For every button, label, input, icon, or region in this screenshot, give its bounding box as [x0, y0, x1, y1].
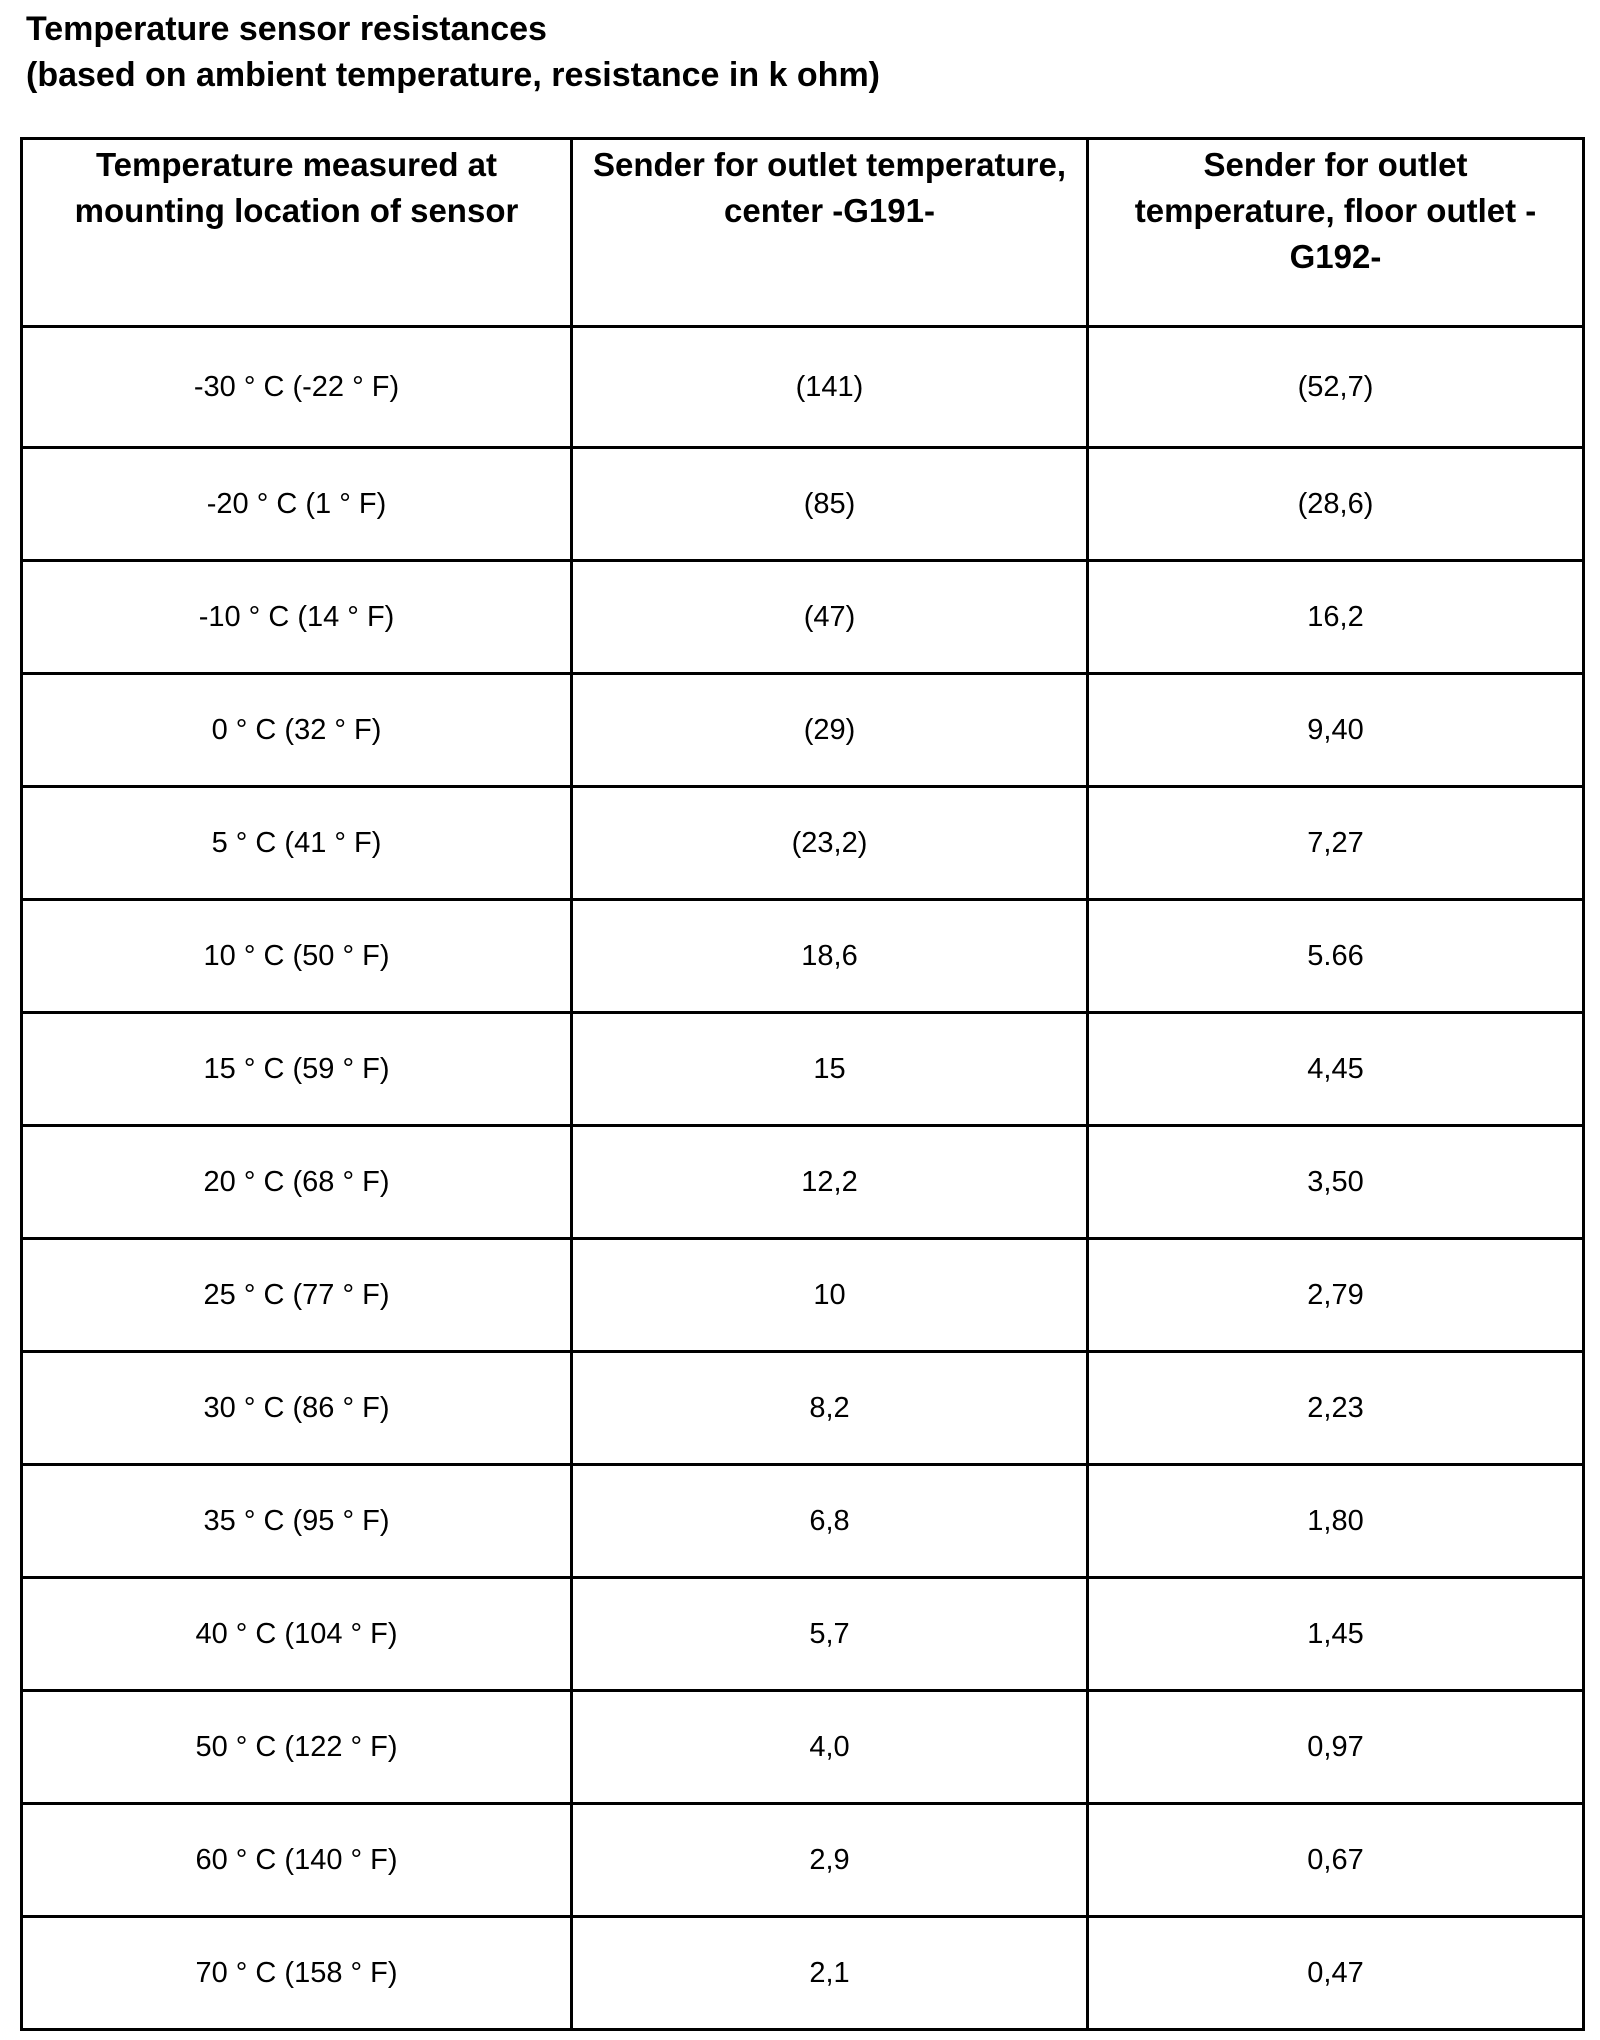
temperature-cell: 0 ° C (32 ° F) [22, 674, 572, 787]
g191-resistance-cell: (23,2) [572, 787, 1088, 900]
g191-resistance-cell: (141) [572, 327, 1088, 448]
g191-resistance-cell: 8,2 [572, 1352, 1088, 1465]
temperature-cell: 5 ° C (41 ° F) [22, 787, 572, 900]
g192-resistance-cell: 9,40 [1088, 674, 1584, 787]
g191-resistance-cell: 18,6 [572, 900, 1088, 1013]
g191-resistance-cell: 6,8 [572, 1465, 1088, 1578]
temperature-cell: 20 ° C (68 ° F) [22, 1126, 572, 1239]
temperature-cell: 25 ° C (77 ° F) [22, 1239, 572, 1352]
g191-resistance-cell: (85) [572, 448, 1088, 561]
temperature-cell: 40 ° C (104 ° F) [22, 1578, 572, 1691]
temperature-cell: 60 ° C (140 ° F) [22, 1804, 572, 1917]
header-sender-g192: Sender for outlet temperature, floor outlet - G192- [1088, 139, 1584, 327]
g192-resistance-cell: 16,2 [1088, 561, 1584, 674]
g191-resistance-cell: 12,2 [572, 1126, 1088, 1239]
temperature-cell: 50 ° C (122 ° F) [22, 1691, 572, 1804]
table-row [22, 787, 1584, 900]
g191-resistance-cell: 5,7 [572, 1578, 1088, 1691]
g192-resistance-cell: (52,7) [1088, 327, 1584, 448]
g192-resistance-cell: 5.66 [1088, 900, 1584, 1013]
table-row [22, 1352, 1584, 1465]
temperature-cell: -20 ° C (1 ° F) [22, 448, 572, 561]
table-row [22, 900, 1584, 1013]
title-line-1: Temperature sensor resistances [26, 10, 547, 48]
g192-resistance-cell: (28,6) [1088, 448, 1584, 561]
g192-resistance-cell: 0,67 [1088, 1804, 1584, 1917]
g192-resistance-cell: 4,45 [1088, 1013, 1584, 1126]
title-line-2: (based on ambient temperature, resistance in k ohm) [26, 56, 881, 94]
g192-resistance-cell: 1,80 [1088, 1465, 1584, 1578]
table-body [22, 327, 1584, 2030]
table-row [22, 1126, 1584, 1239]
table-row [22, 1239, 1584, 1352]
table-row [22, 1013, 1584, 1126]
g192-resistance-cell: 0,47 [1088, 1917, 1584, 2030]
table-row [22, 561, 1584, 674]
table-row [22, 674, 1584, 787]
table-row [22, 1578, 1584, 1691]
table-row [22, 1465, 1584, 1578]
header-row [22, 139, 1584, 327]
g192-resistance-cell: 2,79 [1088, 1239, 1584, 1352]
temperature-cell: -10 ° C (14 ° F) [22, 561, 572, 674]
g191-resistance-cell: 4,0 [572, 1691, 1088, 1804]
table-row [22, 1917, 1584, 2030]
g191-resistance-cell: (29) [572, 674, 1088, 787]
table-row [22, 327, 1584, 448]
g191-resistance-cell: 10 [572, 1239, 1088, 1352]
g192-resistance-cell: 2,23 [1088, 1352, 1584, 1465]
temperature-cell: 10 ° C (50 ° F) [22, 900, 572, 1013]
g191-resistance-cell: 2,1 [572, 1917, 1088, 2030]
header-temperature: Temperature measured at mounting location of sensor [22, 139, 572, 327]
g192-resistance-cell: 3,50 [1088, 1126, 1584, 1239]
temperature-cell: 30 ° C (86 ° F) [22, 1352, 572, 1465]
g192-resistance-cell: 7,27 [1088, 787, 1584, 900]
table-row [22, 448, 1584, 561]
g191-resistance-cell: 15 [572, 1013, 1088, 1126]
temperature-cell: 35 ° C (95 ° F) [22, 1465, 572, 1578]
temperature-cell: 15 ° C (59 ° F) [22, 1013, 572, 1126]
g191-resistance-cell: (47) [572, 561, 1088, 674]
table-row [22, 1804, 1584, 1917]
temperature-cell: 70 ° C (158 ° F) [22, 1917, 572, 2030]
temperature-cell: -30 ° C (-22 ° F) [22, 327, 572, 448]
g192-resistance-cell: 1,45 [1088, 1578, 1584, 1691]
document-title [26, 6, 880, 98]
g191-resistance-cell: 2,9 [572, 1804, 1088, 1917]
header-sender-g191: Sender for outlet temperature, center -G191- [572, 139, 1088, 327]
g192-resistance-cell: 0,97 [1088, 1691, 1584, 1804]
table-row [22, 1691, 1584, 1804]
resistance-table [20, 137, 1585, 2031]
